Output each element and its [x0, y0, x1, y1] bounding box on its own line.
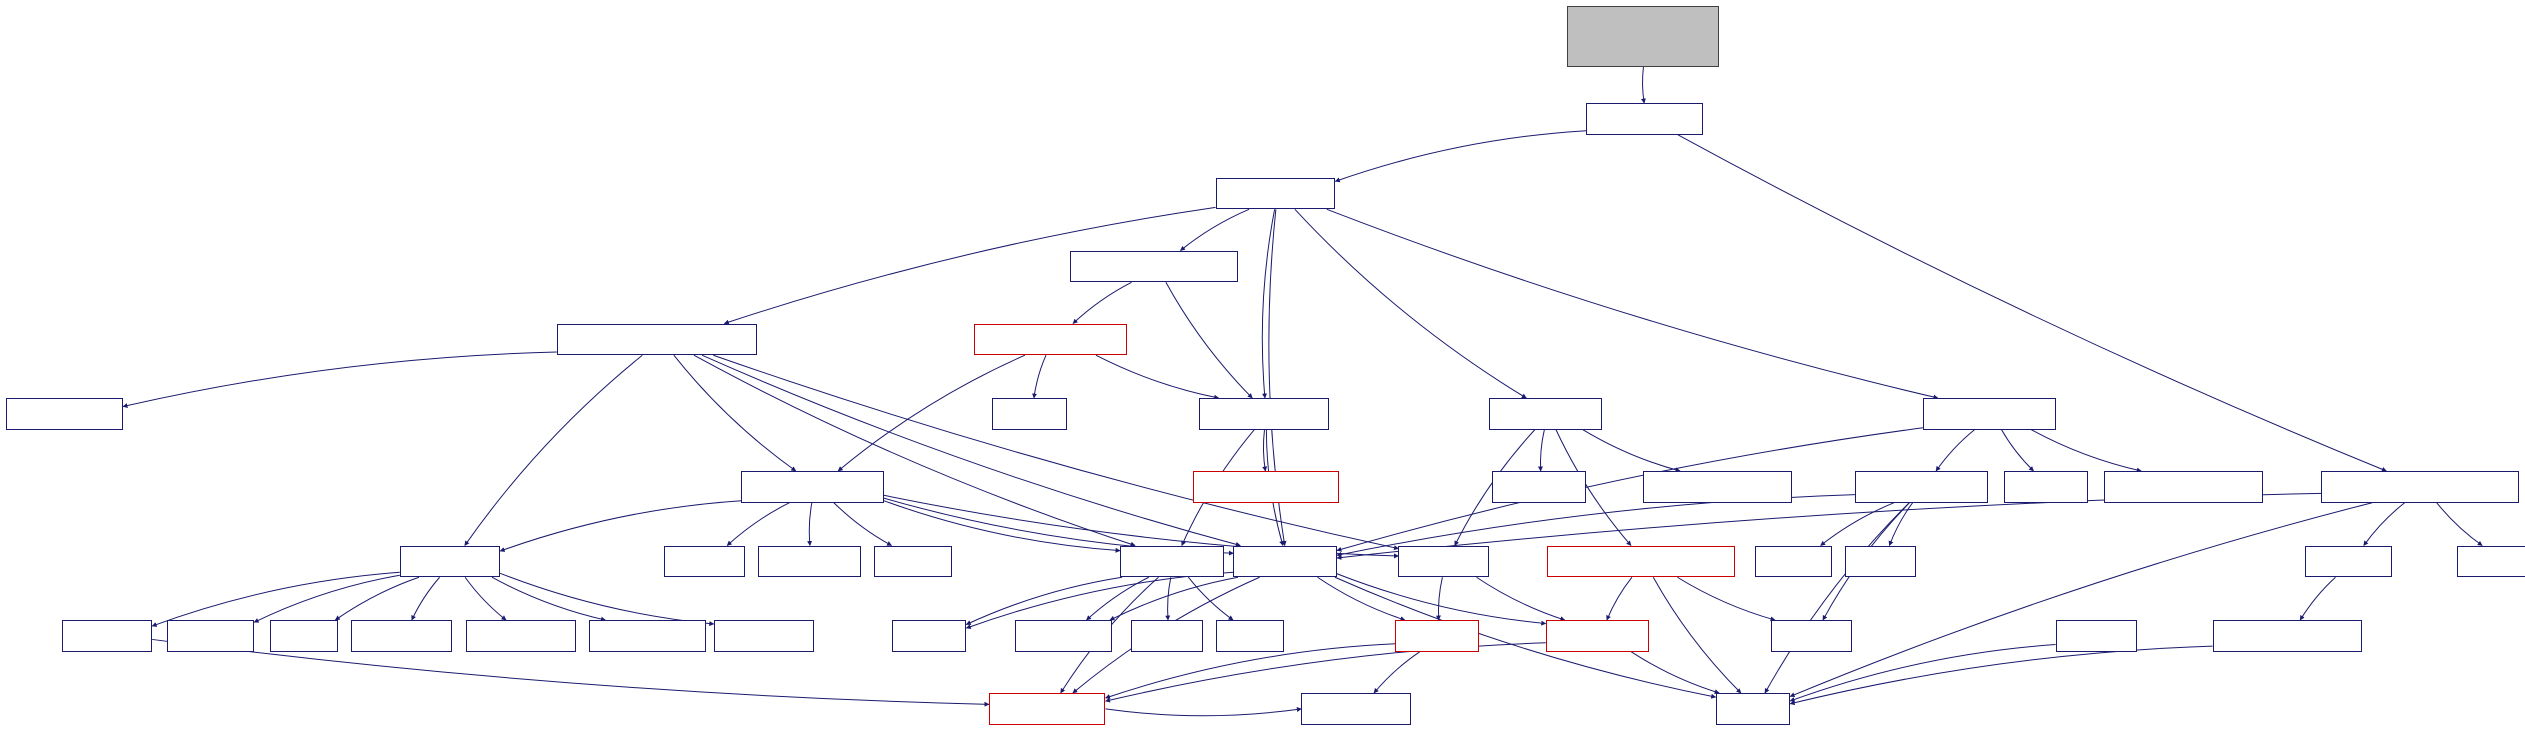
edge-boundingbox-to-numeric — [2002, 430, 2034, 471]
graph-node-qstring[interactable] — [2457, 546, 2525, 578]
graph-node-cvgeom[interactable] — [1233, 546, 1337, 578]
graph-node-type_traits[interactable] — [758, 546, 862, 578]
graph-node-numeric[interactable] — [2004, 471, 2088, 503]
edge-ecvdrawcontext-to-ecvglmatrix — [1096, 355, 1219, 398]
graph-node-eigeneigenvalues[interactable] — [2104, 471, 2263, 503]
graph-node-cfloat[interactable] — [1131, 620, 1202, 652]
graph-node-ecvobject[interactable] — [1489, 398, 1602, 430]
edge-squarematrix-to-vector — [1765, 503, 1909, 693]
edge-squarematrix-to-cstdio — [1889, 503, 1912, 546]
edge-ecvdrawcontext-to-qfont — [1034, 355, 1046, 398]
edge-eigen-to-cvcorelib — [1105, 644, 1395, 698]
edge-ecvcolortypes-to-qcolor — [834, 503, 892, 546]
graph-node-squarematrix[interactable] — [1855, 471, 1988, 503]
graph-node-qcolor[interactable] — [874, 546, 952, 578]
edge-ecvgenericdisplaytools-to-logging — [465, 355, 643, 545]
edge-ecvdrawableobject-to-ecvdrawcontext — [1073, 282, 1132, 323]
graph-node-ecvserializableobject[interactable] — [1547, 546, 1735, 578]
edge-ecvhobject-to-ecvdrawableobject — [1180, 209, 1249, 250]
graph-node-cassert[interactable] — [1771, 620, 1852, 652]
edge-ecvglmatrix-to-ecvglmatrixtpl — [1263, 430, 1265, 471]
graph-node-functional[interactable] — [714, 620, 814, 652]
edge-logging-to-functional — [500, 573, 714, 624]
edge-cvconst-to-algorithm — [1086, 577, 1148, 620]
graph-node-ecvdrawableobject[interactable] — [1070, 251, 1238, 283]
edge-logging-to-fmtranges — [492, 577, 605, 620]
graph-node-cvtoolbox[interactable] — [6, 398, 123, 430]
edge-logging-to-fmtcore — [412, 577, 440, 620]
graph-node-ecvglmatrix[interactable] — [1199, 398, 1328, 430]
edge-ecvdrawableobject-to-ecvglmatrix — [1166, 282, 1252, 398]
graph-node-cv_io[interactable] — [2305, 546, 2392, 578]
edge-logging-to-fmtprintf — [465, 577, 506, 620]
graph-node-cvcorelib[interactable] — [989, 693, 1106, 725]
graph-node-ecvhobject[interactable] — [1216, 178, 1336, 210]
edge-cvgeom-to-cvtypes — [1337, 574, 1546, 624]
graph-node-boundingbox[interactable] — [1923, 398, 2056, 430]
graph-node-qvariant[interactable] — [1492, 471, 1586, 503]
edge-ecvhobject-to-ecvobject — [1295, 209, 1526, 398]
graph-node-cstdio[interactable] — [1845, 546, 1916, 578]
graph-node-qfont[interactable] — [992, 398, 1066, 430]
graph-node-cvconst[interactable] — [1120, 546, 1224, 578]
edge-ecvgenericdisplaytools-to-ecvcolortypes — [674, 355, 796, 471]
edge-fileiofilter-to-ecvhobject — [1335, 131, 1586, 182]
edge-ecvhobject-to-ecvglmatrix — [1262, 209, 1274, 398]
edge-logging-to-iostream — [152, 572, 400, 626]
graph-node-ecvcolortypes[interactable] — [741, 471, 883, 503]
edge-cvcorelib-to-eigencore — [1105, 709, 1301, 716]
edge-squarematrix-to-cstring — [1821, 503, 1894, 546]
edge-cv_io-to-qtcoreqtglobal — [2300, 577, 2335, 620]
graph-node-fmtprintf[interactable] — [466, 620, 576, 652]
graph-node-cvtypes[interactable] — [1546, 620, 1650, 652]
graph-node-vector[interactable] — [1716, 693, 1790, 725]
graph-node-fileiofilter[interactable] — [1586, 103, 1703, 135]
graph-node-qtcoreqtglobal[interactable] — [2213, 620, 2362, 652]
edge-ecvcolortypes-to-type_traits — [809, 503, 812, 546]
graph-node-ecvglobalshiftmanager[interactable] — [2321, 471, 2518, 503]
edge-logging-to-string — [335, 577, 419, 620]
graph-node-ecvdrawcontext[interactable] — [974, 324, 1126, 356]
graph-node-limits[interactable] — [1216, 620, 1284, 652]
edge-boundingbox-to-cvgeom — [1337, 428, 1923, 551]
edge-ecvobject-to-qvariant — [1540, 430, 1544, 471]
graph-node-iostream[interactable] — [62, 620, 153, 652]
graph-node-ecvglmatrixtpl[interactable] — [1193, 471, 1339, 503]
edge-logging-to-sstream — [254, 575, 400, 622]
edge-ecvgenericdisplaytools-to-cvgeom — [702, 355, 1240, 545]
edge-ecvobject-to-qsharedpointer — [1583, 430, 1680, 471]
edge-ecvcolortypes-to-random — [727, 503, 789, 546]
edge-ecvcolortypes-to-cvconst — [884, 501, 1120, 551]
edge-boundingbox-to-eigeneigenvalues — [2031, 430, 2141, 471]
edge-ecvgenericdisplaytools-to-cv_db — [713, 355, 1398, 548]
graph-node-cmath[interactable] — [892, 620, 966, 652]
graph-node-fmtcore[interactable] — [351, 620, 451, 652]
graph-node-random[interactable] — [664, 546, 745, 578]
edge-boundingbox-to-squarematrix — [1936, 430, 1974, 471]
edge-cvtypes-to-vector — [1631, 652, 1719, 693]
edge-cvgeom-to-eigen — [1318, 577, 1405, 620]
edge-ecvglobalshiftmanager-to-qstring — [2437, 503, 2483, 546]
graph-node-qsharedpointer[interactable] — [1643, 471, 1792, 503]
edge-ecvglobalshiftmanager-to-cv_io — [2364, 503, 2405, 546]
edge-cvgeom-to-algorithm — [1110, 577, 1238, 620]
graph-node-root[interactable] — [1567, 6, 1719, 66]
edge-cvgeom-to-vector — [1335, 577, 1716, 697]
edge-ecvglobalshiftmanager-to-vector — [1790, 503, 2372, 697]
edge-ecvgenericdisplaytools-to-cvconst — [694, 355, 1135, 545]
graph-node-fmtranges[interactable] — [589, 620, 706, 652]
edge-root-to-fileiofilter — [1643, 67, 1645, 103]
graph-node-cv_db[interactable] — [1398, 546, 1489, 578]
graph-node-string[interactable] — [270, 620, 338, 652]
edge-cvconst-to-cfloat — [1168, 577, 1171, 620]
edge-qtcoreqtglobal-to-vector — [1790, 646, 2212, 704]
edge-ecvhobject-to-boundingbox — [1327, 209, 1938, 398]
edge-cstdint-to-vector — [1790, 645, 2055, 701]
edge-cv_db-to-eigen — [1438, 577, 1442, 620]
edge-ecvserializableobject-to-vector — [1653, 577, 1741, 693]
graph-node-cstdint[interactable] — [2056, 620, 2137, 652]
edge-ecvserializableobject-to-cvtypes — [1607, 577, 1632, 620]
graph-node-eigen[interactable] — [1395, 620, 1479, 652]
graph-node-sstream[interactable] — [167, 620, 254, 652]
graph-node-ecvgenericdisplaytools[interactable] — [557, 324, 758, 356]
graph-node-algorithm[interactable] — [1015, 620, 1112, 652]
graph-node-eigencore[interactable] — [1301, 693, 1411, 725]
edge-ecvgenericdisplaytools-to-cvtoolbox — [123, 352, 557, 407]
edge-cv_db-to-cvtypes — [1476, 577, 1564, 620]
edge-ecvcolortypes-to-logging — [500, 501, 741, 551]
edge-eigen-to-eigencore — [1374, 652, 1420, 693]
edge-cvconst-to-cmath — [966, 577, 1122, 624]
edge-cvconst-to-limits — [1188, 577, 1233, 620]
graph-node-logging[interactable] — [400, 546, 500, 578]
edge-ecvserializableobject-to-cassert — [1677, 577, 1775, 620]
graph-node-cstring[interactable] — [1755, 546, 1833, 578]
